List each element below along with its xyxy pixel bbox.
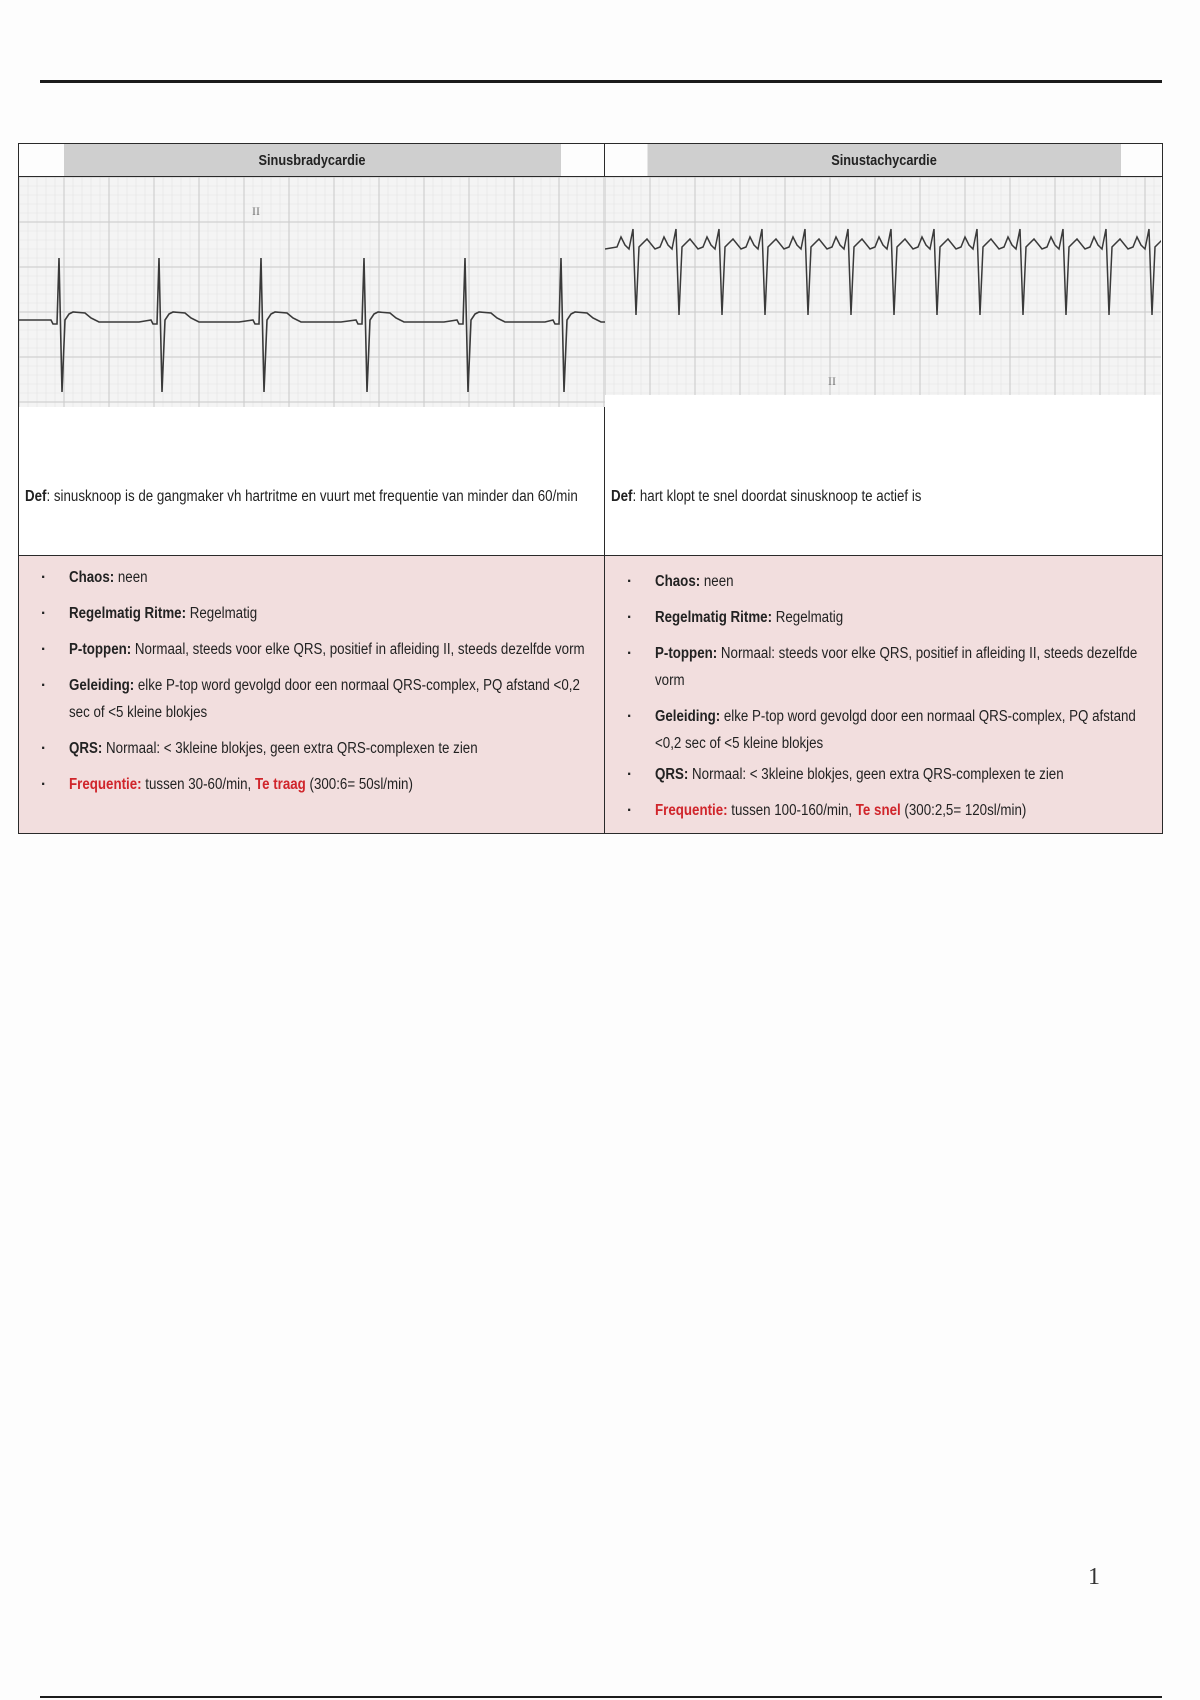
column-heading-tachycardia: Sinustachycardie [646,144,1120,177]
ecg-paper [605,177,1161,395]
definition-label: Def [611,488,633,505]
criterion-conduction: · Geleiding: elke P-top word gevolgd door een normaal QRS-complex, PQ afstand <0,2 sec of <5 kleine blokjes [37,672,594,726]
definition-text: : sinusknoop is de gangmaker vh hartritme en vuurt met frequentie van minder dan 60/min [46,488,578,505]
tachycardia-criteria-cell [605,556,1163,834]
criterion-p-waves: · P-toppen: Normaal, steeds voor elke QRS, positief in afleiding II, steeds dezelfde vorm [37,636,594,663]
criterion-rhythm: · Regelmatig Ritme: Regelmatig [623,604,1152,631]
definition-label: Def [25,488,47,505]
rhythm-comparison-table [18,143,1163,834]
bradycardia-criteria-cell [19,556,605,834]
footer-rule [40,1696,1162,1698]
criterion-p-waves: · P-toppen: Normaal: steeds voor elke QRS, positief in afleiding II, steeds dezelfde vorm [623,640,1152,694]
criterion-frequency: · Frequentie: tussen 100-160/min, Te snel (300:2,5= 120sl/min) [623,797,1152,824]
bradycardia-strip-cell [19,177,605,556]
criterion-qrs: · QRS: Normaal: < 3kleine blokjes, geen extra QRS-complexen te zien [37,735,594,762]
column-heading-bradycardia: Sinusbradycardie [62,144,560,177]
criterion-frequency: · Frequentie: tussen 30-60/min, Te traag (300:6= 50sl/min) [37,771,594,798]
criterion-chaos: · Chaos: neen [623,568,1152,595]
header-rule [40,80,1162,83]
criteria-list-tachycardia [605,556,1162,824]
definition-bradycardia [25,488,578,506]
tachycardia-strip-cell [605,177,1163,556]
ecg-paper [19,177,605,407]
lead-label: II [252,204,260,218]
ecg-strip-tachycardia [605,177,1161,395]
frequency-verdict: Te traag [254,776,306,793]
lead-label: II [828,374,836,388]
definition-text: : hart klopt te snel doordat sinusknoop te actief is [632,488,922,505]
frequency-verdict: Te snel [855,802,901,819]
ecg-strip-bradycardia [19,177,605,407]
page-number: 1 [1088,1564,1100,1590]
criteria-list-bradycardia [19,556,604,798]
criterion-qrs: · QRS: Normaal: < 3kleine blokjes, geen extra QRS-complexen te zien [623,761,1152,788]
definition-tachycardia [611,488,921,506]
criterion-rhythm: · Regelmatig Ritme: Regelmatig [37,600,594,627]
criterion-chaos: · Chaos: neen [37,564,594,591]
criterion-conduction: · Geleiding: elke P-top word gevolgd door een normaal QRS-complex, PQ afstand <0,2 sec of <5 kleine blokjes [623,703,1152,757]
